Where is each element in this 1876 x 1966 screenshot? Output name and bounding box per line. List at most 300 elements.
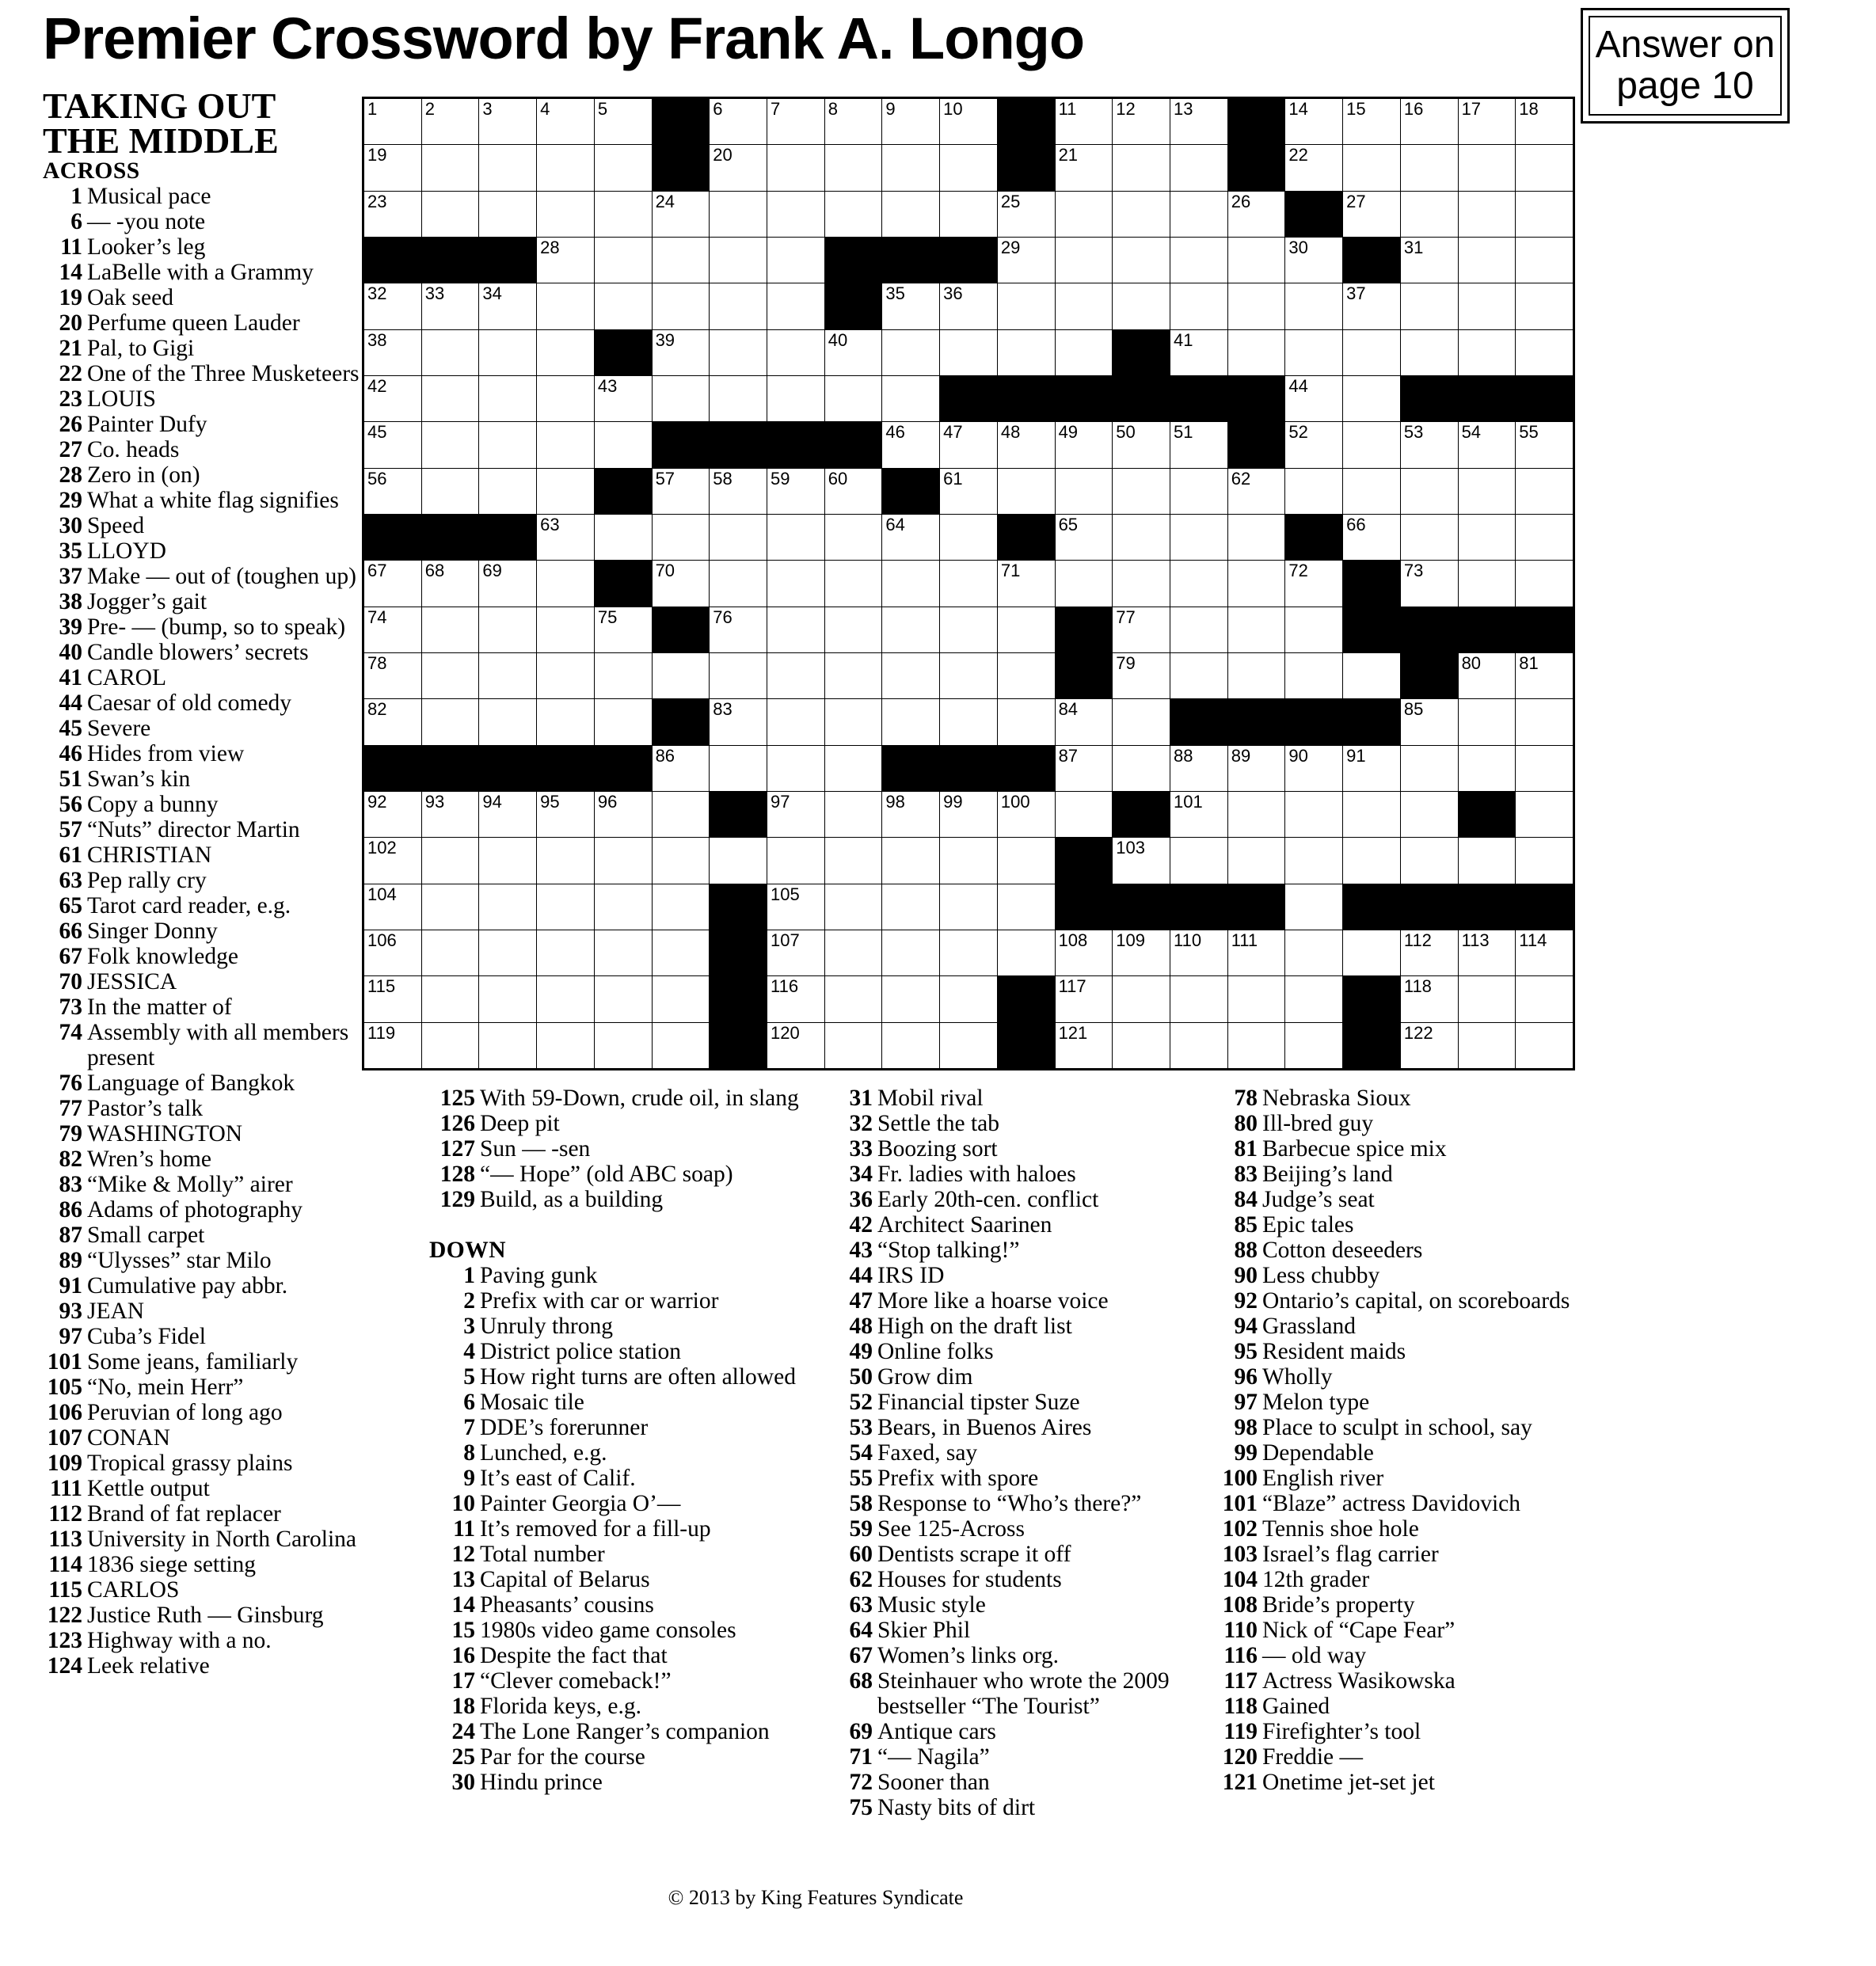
grid-cell[interactable] [882, 884, 939, 930]
grid-cell[interactable] [940, 330, 997, 375]
grid-cell[interactable] [422, 653, 479, 698]
grid-cell[interactable] [882, 330, 939, 375]
grid-cell[interactable] [767, 699, 824, 744]
grid-cell[interactable] [653, 515, 710, 560]
grid-cell[interactable] [1401, 422, 1458, 467]
grid-cell[interactable] [537, 192, 594, 237]
grid-cell[interactable] [1516, 699, 1573, 744]
grid-cell[interactable] [1401, 515, 1458, 560]
grid-cell[interactable] [1228, 746, 1285, 791]
grid-cell[interactable] [1285, 145, 1342, 190]
grid-cell[interactable] [882, 1023, 939, 1068]
grid-cell[interactable] [364, 976, 421, 1021]
grid-cell[interactable] [767, 99, 824, 144]
grid-cell[interactable] [1459, 515, 1516, 560]
grid-cell[interactable] [940, 145, 997, 190]
grid-cell[interactable] [767, 930, 824, 975]
grid-cell[interactable] [1170, 838, 1227, 883]
grid-cell[interactable] [1459, 238, 1516, 283]
grid-cell[interactable] [1113, 1023, 1170, 1068]
grid-cell[interactable] [1228, 792, 1285, 837]
grid-cell[interactable] [998, 792, 1055, 837]
grid-cell[interactable] [767, 469, 824, 514]
grid-cell[interactable] [1056, 515, 1113, 560]
grid-cell[interactable] [940, 192, 997, 237]
grid-cell[interactable] [1170, 976, 1227, 1021]
grid-cell[interactable] [1459, 330, 1516, 375]
grid-cell[interactable] [1285, 561, 1342, 606]
grid-cell[interactable] [1401, 746, 1458, 791]
grid-cell[interactable] [422, 792, 479, 837]
grid-cell[interactable] [537, 653, 594, 698]
grid-cell[interactable] [653, 283, 710, 329]
grid-cell[interactable] [1459, 192, 1516, 237]
grid-cell[interactable] [595, 607, 652, 652]
grid-cell[interactable] [595, 653, 652, 698]
grid-cell[interactable] [1401, 238, 1458, 283]
grid-cell[interactable] [595, 976, 652, 1021]
grid-cell[interactable] [1516, 99, 1573, 144]
grid-cell[interactable] [710, 838, 767, 883]
grid-cell[interactable] [1285, 884, 1342, 930]
grid-cell[interactable] [422, 469, 479, 514]
grid-cell[interactable] [710, 238, 767, 283]
grid-cell[interactable] [882, 561, 939, 606]
grid-cell[interactable] [1401, 561, 1458, 606]
grid-cell[interactable] [653, 884, 710, 930]
grid-cell[interactable] [1170, 1023, 1227, 1068]
grid-cell[interactable] [1343, 330, 1400, 375]
grid-cell[interactable] [1056, 238, 1113, 283]
grid-cell[interactable] [479, 561, 536, 606]
grid-cell[interactable] [1228, 930, 1285, 975]
grid-cell[interactable] [882, 607, 939, 652]
grid-cell[interactable] [710, 607, 767, 652]
grid-cell[interactable] [595, 930, 652, 975]
grid-cell[interactable] [1170, 515, 1227, 560]
grid-cell[interactable] [1401, 145, 1458, 190]
grid-cell[interactable] [1459, 653, 1516, 698]
grid-cell[interactable] [595, 792, 652, 837]
grid-cell[interactable] [479, 283, 536, 329]
grid-cell[interactable] [1285, 746, 1342, 791]
grid-cell[interactable] [479, 792, 536, 837]
grid-cell[interactable] [364, 1023, 421, 1068]
grid-cell[interactable] [1401, 976, 1458, 1021]
grid-cell[interactable] [940, 607, 997, 652]
grid-cell[interactable] [825, 930, 882, 975]
grid-cell[interactable] [825, 330, 882, 375]
grid-cell[interactable] [1459, 561, 1516, 606]
grid-cell[interactable] [1516, 192, 1573, 237]
grid-cell[interactable] [998, 469, 1055, 514]
grid-cell[interactable] [1459, 930, 1516, 975]
grid-cell[interactable] [422, 838, 479, 883]
grid-cell[interactable] [940, 422, 997, 467]
grid-cell[interactable] [1170, 99, 1227, 144]
grid-cell[interactable] [364, 422, 421, 467]
grid-cell[interactable] [1056, 699, 1113, 744]
grid-cell[interactable] [940, 283, 997, 329]
grid-cell[interactable] [825, 607, 882, 652]
grid-cell[interactable] [364, 607, 421, 652]
grid-cell[interactable] [364, 192, 421, 237]
grid-cell[interactable] [1459, 469, 1516, 514]
grid-cell[interactable] [998, 561, 1055, 606]
grid-cell[interactable] [767, 607, 824, 652]
grid-cell[interactable] [653, 561, 710, 606]
grid-cell[interactable] [653, 1023, 710, 1068]
grid-cell[interactable] [825, 561, 882, 606]
grid-cell[interactable] [825, 746, 882, 791]
grid-cell[interactable] [882, 192, 939, 237]
grid-cell[interactable] [479, 976, 536, 1021]
grid-cell[interactable] [998, 238, 1055, 283]
grid-cell[interactable] [537, 976, 594, 1021]
grid-cell[interactable] [940, 561, 997, 606]
grid-cell[interactable] [1285, 930, 1342, 975]
grid-cell[interactable] [595, 145, 652, 190]
grid-cell[interactable] [940, 1023, 997, 1068]
grid-cell[interactable] [595, 192, 652, 237]
grid-cell[interactable] [595, 283, 652, 329]
grid-cell[interactable] [1056, 99, 1113, 144]
grid-cell[interactable] [767, 746, 824, 791]
grid-cell[interactable] [1170, 746, 1227, 791]
grid-cell[interactable] [422, 884, 479, 930]
grid-cell[interactable] [1056, 1023, 1113, 1068]
grid-cell[interactable] [710, 376, 767, 421]
grid-cell[interactable] [710, 699, 767, 744]
grid-cell[interactable] [537, 422, 594, 467]
grid-cell[interactable] [1516, 145, 1573, 190]
grid-cell[interactable] [1516, 653, 1573, 698]
grid-cell[interactable] [422, 283, 479, 329]
grid-cell[interactable] [1516, 561, 1573, 606]
grid-cell[interactable] [537, 330, 594, 375]
grid-cell[interactable] [1459, 699, 1516, 744]
grid-cell[interactable] [537, 238, 594, 283]
grid-cell[interactable] [998, 930, 1055, 975]
grid-cell[interactable] [1170, 561, 1227, 606]
grid-cell[interactable] [595, 238, 652, 283]
grid-cell[interactable] [710, 561, 767, 606]
grid-cell[interactable] [998, 607, 1055, 652]
grid-cell[interactable] [1516, 283, 1573, 329]
grid-cell[interactable] [479, 376, 536, 421]
grid-cell[interactable] [1459, 99, 1516, 144]
grid-cell[interactable] [1516, 515, 1573, 560]
grid-cell[interactable] [595, 1023, 652, 1068]
grid-cell[interactable] [1516, 976, 1573, 1021]
grid-cell[interactable] [479, 699, 536, 744]
grid-cell[interactable] [1401, 99, 1458, 144]
grid-cell[interactable] [882, 99, 939, 144]
grid-cell[interactable] [479, 884, 536, 930]
grid-cell[interactable] [364, 330, 421, 375]
grid-cell[interactable] [825, 653, 882, 698]
grid-cell[interactable] [422, 99, 479, 144]
grid-cell[interactable] [1516, 330, 1573, 375]
grid-cell[interactable] [1228, 838, 1285, 883]
grid-cell[interactable] [998, 192, 1055, 237]
grid-cell[interactable] [710, 515, 767, 560]
grid-cell[interactable] [479, 1023, 536, 1068]
grid-cell[interactable] [825, 792, 882, 837]
grid-cell[interactable] [825, 145, 882, 190]
grid-cell[interactable] [1228, 283, 1285, 329]
grid-cell[interactable] [1113, 838, 1170, 883]
grid-cell[interactable] [1401, 283, 1458, 329]
grid-cell[interactable] [364, 838, 421, 883]
grid-cell[interactable] [653, 192, 710, 237]
grid-cell[interactable] [1516, 1023, 1573, 1068]
grid-cell[interactable] [767, 976, 824, 1021]
grid-cell[interactable] [479, 192, 536, 237]
grid-cell[interactable] [1343, 99, 1400, 144]
grid-cell[interactable] [653, 653, 710, 698]
grid-cell[interactable] [422, 422, 479, 467]
grid-cell[interactable] [767, 653, 824, 698]
grid-cell[interactable] [1516, 838, 1573, 883]
grid-cell[interactable] [940, 653, 997, 698]
grid-cell[interactable] [825, 838, 882, 883]
grid-cell[interactable] [364, 699, 421, 744]
grid-cell[interactable] [882, 792, 939, 837]
grid-cell[interactable] [479, 607, 536, 652]
grid-cell[interactable] [1056, 976, 1113, 1021]
grid-cell[interactable] [1459, 838, 1516, 883]
grid-cell[interactable] [940, 515, 997, 560]
grid-cell[interactable] [653, 746, 710, 791]
grid-cell[interactable] [998, 283, 1055, 329]
grid-cell[interactable] [825, 99, 882, 144]
grid-cell[interactable] [710, 145, 767, 190]
grid-cell[interactable] [710, 746, 767, 791]
grid-cell[interactable] [1516, 469, 1573, 514]
grid-cell[interactable] [1170, 145, 1227, 190]
grid-cell[interactable] [1056, 422, 1113, 467]
grid-cell[interactable] [537, 283, 594, 329]
grid-cell[interactable] [364, 930, 421, 975]
grid-cell[interactable] [1285, 469, 1342, 514]
grid-cell[interactable] [479, 145, 536, 190]
grid-cell[interactable] [1285, 330, 1342, 375]
grid-cell[interactable] [537, 469, 594, 514]
grid-cell[interactable] [882, 283, 939, 329]
grid-cell[interactable] [998, 699, 1055, 744]
grid-cell[interactable] [940, 884, 997, 930]
grid-cell[interactable] [1228, 1023, 1285, 1068]
grid-cell[interactable] [1285, 422, 1342, 467]
grid-cell[interactable] [595, 884, 652, 930]
grid-cell[interactable] [1170, 792, 1227, 837]
grid-cell[interactable] [422, 330, 479, 375]
grid-cell[interactable] [1343, 469, 1400, 514]
grid-cell[interactable] [1285, 653, 1342, 698]
grid-cell[interactable] [479, 930, 536, 975]
grid-cell[interactable] [882, 838, 939, 883]
grid-cell[interactable] [767, 283, 824, 329]
grid-cell[interactable] [1170, 192, 1227, 237]
grid-cell[interactable] [1459, 976, 1516, 1021]
grid-cell[interactable] [537, 1023, 594, 1068]
grid-cell[interactable] [767, 1023, 824, 1068]
grid-cell[interactable] [1343, 653, 1400, 698]
grid-cell[interactable] [825, 884, 882, 930]
grid-cell[interactable] [653, 930, 710, 975]
grid-cell[interactable] [998, 422, 1055, 467]
grid-cell[interactable] [537, 515, 594, 560]
grid-cell[interactable] [1113, 746, 1170, 791]
grid-cell[interactable] [882, 653, 939, 698]
grid-cell[interactable] [767, 192, 824, 237]
grid-cell[interactable] [1285, 283, 1342, 329]
grid-cell[interactable] [940, 792, 997, 837]
grid-cell[interactable] [479, 838, 536, 883]
grid-cell[interactable] [653, 469, 710, 514]
grid-cell[interactable] [825, 469, 882, 514]
grid-cell[interactable] [1285, 1023, 1342, 1068]
grid-cell[interactable] [825, 976, 882, 1021]
grid-cell[interactable] [1401, 469, 1458, 514]
grid-cell[interactable] [364, 884, 421, 930]
grid-cell[interactable] [1113, 192, 1170, 237]
grid-cell[interactable] [1113, 145, 1170, 190]
grid-cell[interactable] [653, 792, 710, 837]
grid-cell[interactable] [1170, 930, 1227, 975]
grid-cell[interactable] [710, 653, 767, 698]
grid-cell[interactable] [1401, 192, 1458, 237]
grid-cell[interactable] [1343, 792, 1400, 837]
grid-cell[interactable] [1113, 238, 1170, 283]
grid-cell[interactable] [422, 699, 479, 744]
grid-cell[interactable] [825, 376, 882, 421]
grid-cell[interactable] [1343, 746, 1400, 791]
grid-cell[interactable] [364, 469, 421, 514]
grid-cell[interactable] [1056, 283, 1113, 329]
grid-cell[interactable] [653, 976, 710, 1021]
grid-cell[interactable] [1056, 746, 1113, 791]
grid-cell[interactable] [1228, 238, 1285, 283]
grid-cell[interactable] [1401, 330, 1458, 375]
grid-cell[interactable] [1459, 746, 1516, 791]
grid-cell[interactable] [364, 561, 421, 606]
grid-cell[interactable] [710, 283, 767, 329]
grid-cell[interactable] [595, 515, 652, 560]
grid-cell[interactable] [364, 792, 421, 837]
grid-cell[interactable] [1113, 283, 1170, 329]
grid-cell[interactable] [653, 376, 710, 421]
grid-cell[interactable] [1343, 283, 1400, 329]
grid-cell[interactable] [1459, 145, 1516, 190]
grid-cell[interactable] [1170, 283, 1227, 329]
grid-cell[interactable] [422, 376, 479, 421]
grid-cell[interactable] [1228, 330, 1285, 375]
grid-cell[interactable] [1343, 930, 1400, 975]
grid-cell[interactable] [422, 607, 479, 652]
grid-cell[interactable] [882, 930, 939, 975]
grid-cell[interactable] [1170, 469, 1227, 514]
grid-cell[interactable] [1113, 515, 1170, 560]
grid-cell[interactable] [479, 653, 536, 698]
grid-cell[interactable] [1056, 930, 1113, 975]
grid-cell[interactable] [1228, 515, 1285, 560]
grid-cell[interactable] [940, 976, 997, 1021]
grid-cell[interactable] [1516, 792, 1573, 837]
grid-cell[interactable] [1056, 469, 1113, 514]
grid-cell[interactable] [1056, 192, 1113, 237]
grid-cell[interactable] [364, 99, 421, 144]
grid-cell[interactable] [1113, 607, 1170, 652]
grid-cell[interactable] [767, 838, 824, 883]
grid-cell[interactable] [653, 838, 710, 883]
grid-cell[interactable] [364, 376, 421, 421]
grid-cell[interactable] [1113, 930, 1170, 975]
grid-cell[interactable] [1170, 422, 1227, 467]
grid-cell[interactable] [479, 330, 536, 375]
grid-cell[interactable] [1285, 376, 1342, 421]
grid-cell[interactable] [1516, 422, 1573, 467]
grid-cell[interactable] [940, 99, 997, 144]
grid-cell[interactable] [1228, 653, 1285, 698]
grid-cell[interactable] [940, 930, 997, 975]
grid-cell[interactable] [537, 792, 594, 837]
grid-cell[interactable] [1228, 561, 1285, 606]
grid-cell[interactable] [882, 515, 939, 560]
grid-cell[interactable] [595, 838, 652, 883]
grid-cell[interactable] [998, 653, 1055, 698]
grid-cell[interactable] [767, 884, 824, 930]
grid-cell[interactable] [422, 145, 479, 190]
grid-cell[interactable] [710, 99, 767, 144]
grid-cell[interactable] [537, 699, 594, 744]
grid-cell[interactable] [1459, 283, 1516, 329]
grid-cell[interactable] [940, 699, 997, 744]
grid-cell[interactable] [767, 792, 824, 837]
grid-cell[interactable] [653, 238, 710, 283]
grid-cell[interactable] [1516, 930, 1573, 975]
grid-cell[interactable] [940, 469, 997, 514]
grid-cell[interactable] [1343, 376, 1400, 421]
grid-cell[interactable] [1343, 515, 1400, 560]
grid-cell[interactable] [1113, 469, 1170, 514]
grid-cell[interactable] [1228, 469, 1285, 514]
grid-cell[interactable] [537, 99, 594, 144]
grid-cell[interactable] [595, 376, 652, 421]
grid-cell[interactable] [537, 145, 594, 190]
grid-cell[interactable] [767, 330, 824, 375]
grid-cell[interactable] [767, 561, 824, 606]
grid-cell[interactable] [882, 145, 939, 190]
grid-cell[interactable] [479, 99, 536, 144]
grid-cell[interactable] [998, 884, 1055, 930]
grid-cell[interactable] [825, 192, 882, 237]
grid-cell[interactable] [767, 515, 824, 560]
grid-cell[interactable] [1285, 607, 1342, 652]
grid-cell[interactable] [825, 515, 882, 560]
grid-cell[interactable] [1056, 561, 1113, 606]
grid-cell[interactable] [767, 376, 824, 421]
grid-cell[interactable] [1113, 561, 1170, 606]
grid-cell[interactable] [1343, 422, 1400, 467]
grid-cell[interactable] [364, 145, 421, 190]
grid-cell[interactable] [1228, 192, 1285, 237]
grid-cell[interactable] [1113, 653, 1170, 698]
grid-cell[interactable] [1459, 422, 1516, 467]
grid-cell[interactable] [537, 884, 594, 930]
grid-cell[interactable] [479, 469, 536, 514]
